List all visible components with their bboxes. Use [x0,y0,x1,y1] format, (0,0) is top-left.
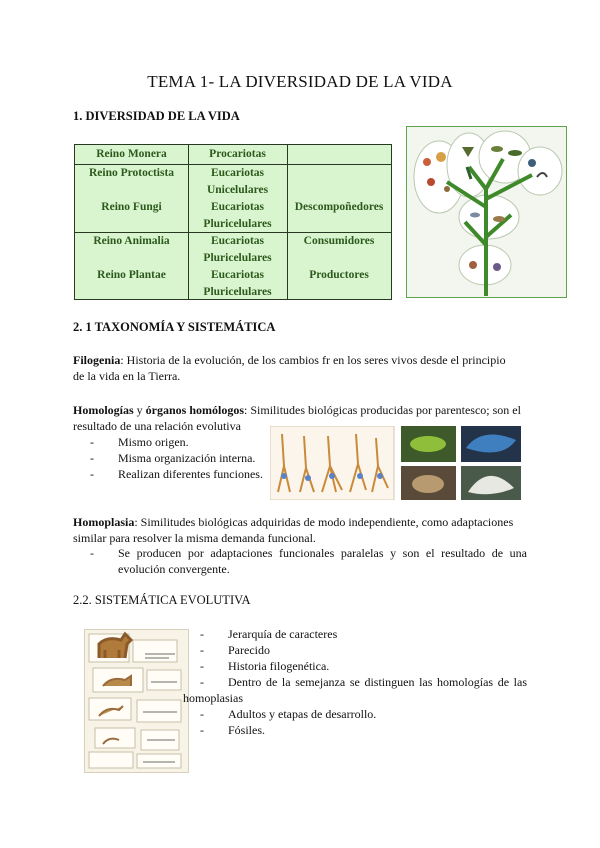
list-item-text: homoplasias [183,691,243,705]
table-cell: Productores [309,269,369,281]
table-cell: Procariotas [209,148,266,160]
tree-of-life-image [406,126,567,298]
list-item: - Dentro de la semejanza se distinguen las homologías de las [200,675,527,689]
horse-evolution-image [84,629,189,773]
homologias-text: : Similitudes biológicas producidas por parentesco; son el [244,403,521,417]
table-cell: Eucariotas [210,235,265,247]
sistematica-bullets [200,626,337,674]
table-cell: Reino Fungi [101,201,162,213]
table-cell: Eucariotas [210,269,265,281]
kingdoms-table [74,144,392,300]
section-heading-taxonomia: 2. 1 TAXONOMÍA Y SISTEMÁTICA [73,320,276,334]
homologias-text: resultado de una relación evolutiva [73,419,241,433]
table-cell: Reino Monera [96,148,167,160]
term-homologias: Homologías [73,403,134,417]
list-item: - Misma organización interna. [90,450,263,466]
filogenia-paragraph [73,352,533,384]
filogenia-text: de la vida en la Tierra. [73,369,181,383]
table-cell: Reino Animalia [93,235,170,247]
homoplasia-bullet [90,545,527,577]
term-homoplasia: Homoplasia [73,515,135,529]
table-cell: Descompoñedores [294,201,384,213]
connector: y [133,403,146,417]
sistematica-bullet-homologias [183,674,527,706]
section-heading-sistematica: 2.2. SISTEMÁTICA EVOLUTIVA [73,593,251,607]
homologias-bullets [90,434,263,482]
table-cell: Reino Protoctista [88,167,175,179]
homoplasia-text: : Similitudes biológicas adquiridas de modo independiente, como adaptaciones [134,515,514,529]
table-cell: Pluricelulares [203,218,272,230]
sistematica-bullets-end [200,706,376,738]
list-item: - Parecido [200,642,337,658]
table-cell: Unicelulares [206,184,269,196]
table-cell: Pluricelulares [203,252,272,264]
list-item: - Fósiles. [200,722,376,738]
page-title: TEMA 1- LA DIVERSIDAD DE LA VIDA [147,72,453,91]
list-item: - Adultos y etapas de desarrollo. [200,706,376,722]
table-cell: Consumidores [303,235,375,247]
homoplasia-text: similar para resolver la misma demanda funcional. [73,531,316,545]
homoplasia-paragraph [73,514,533,546]
section-heading-diversidad: 1. DIVERSIDAD DE LA VIDA [73,109,240,123]
list-item: - Mismo origen. [90,434,263,450]
table-cell: Pluricelulares [203,286,272,298]
list-item: - Realizan diferentes funciones. [90,466,263,482]
list-item: - Jerarquía de caracteres [200,626,337,642]
homology-images [270,426,521,500]
list-item: - Se producen por adaptaciones funcionales paralelas y son el resultado de una [90,546,527,560]
term-filogenia: Filogenia [73,353,121,367]
list-item: - Historia filogenética. [200,658,337,674]
table-cell: Eucariotas [210,201,265,213]
list-item-text: Dentro de la semejanza se distinguen las homologías de las [228,675,527,689]
table-cell: Eucariotas [210,167,265,179]
term-organos-homologos: órganos homólogos [145,403,245,417]
list-item-text: Se producen por adaptaciones funcionales paralelas y son el resultado de una [118,546,527,560]
filogenia-text: : Historia de la evolución, de los cambios fr en los seres vivos desde el principio [120,353,506,367]
list-item-text: evolución convergente. [118,562,230,576]
table-cell: Reino Plantae [97,269,166,281]
